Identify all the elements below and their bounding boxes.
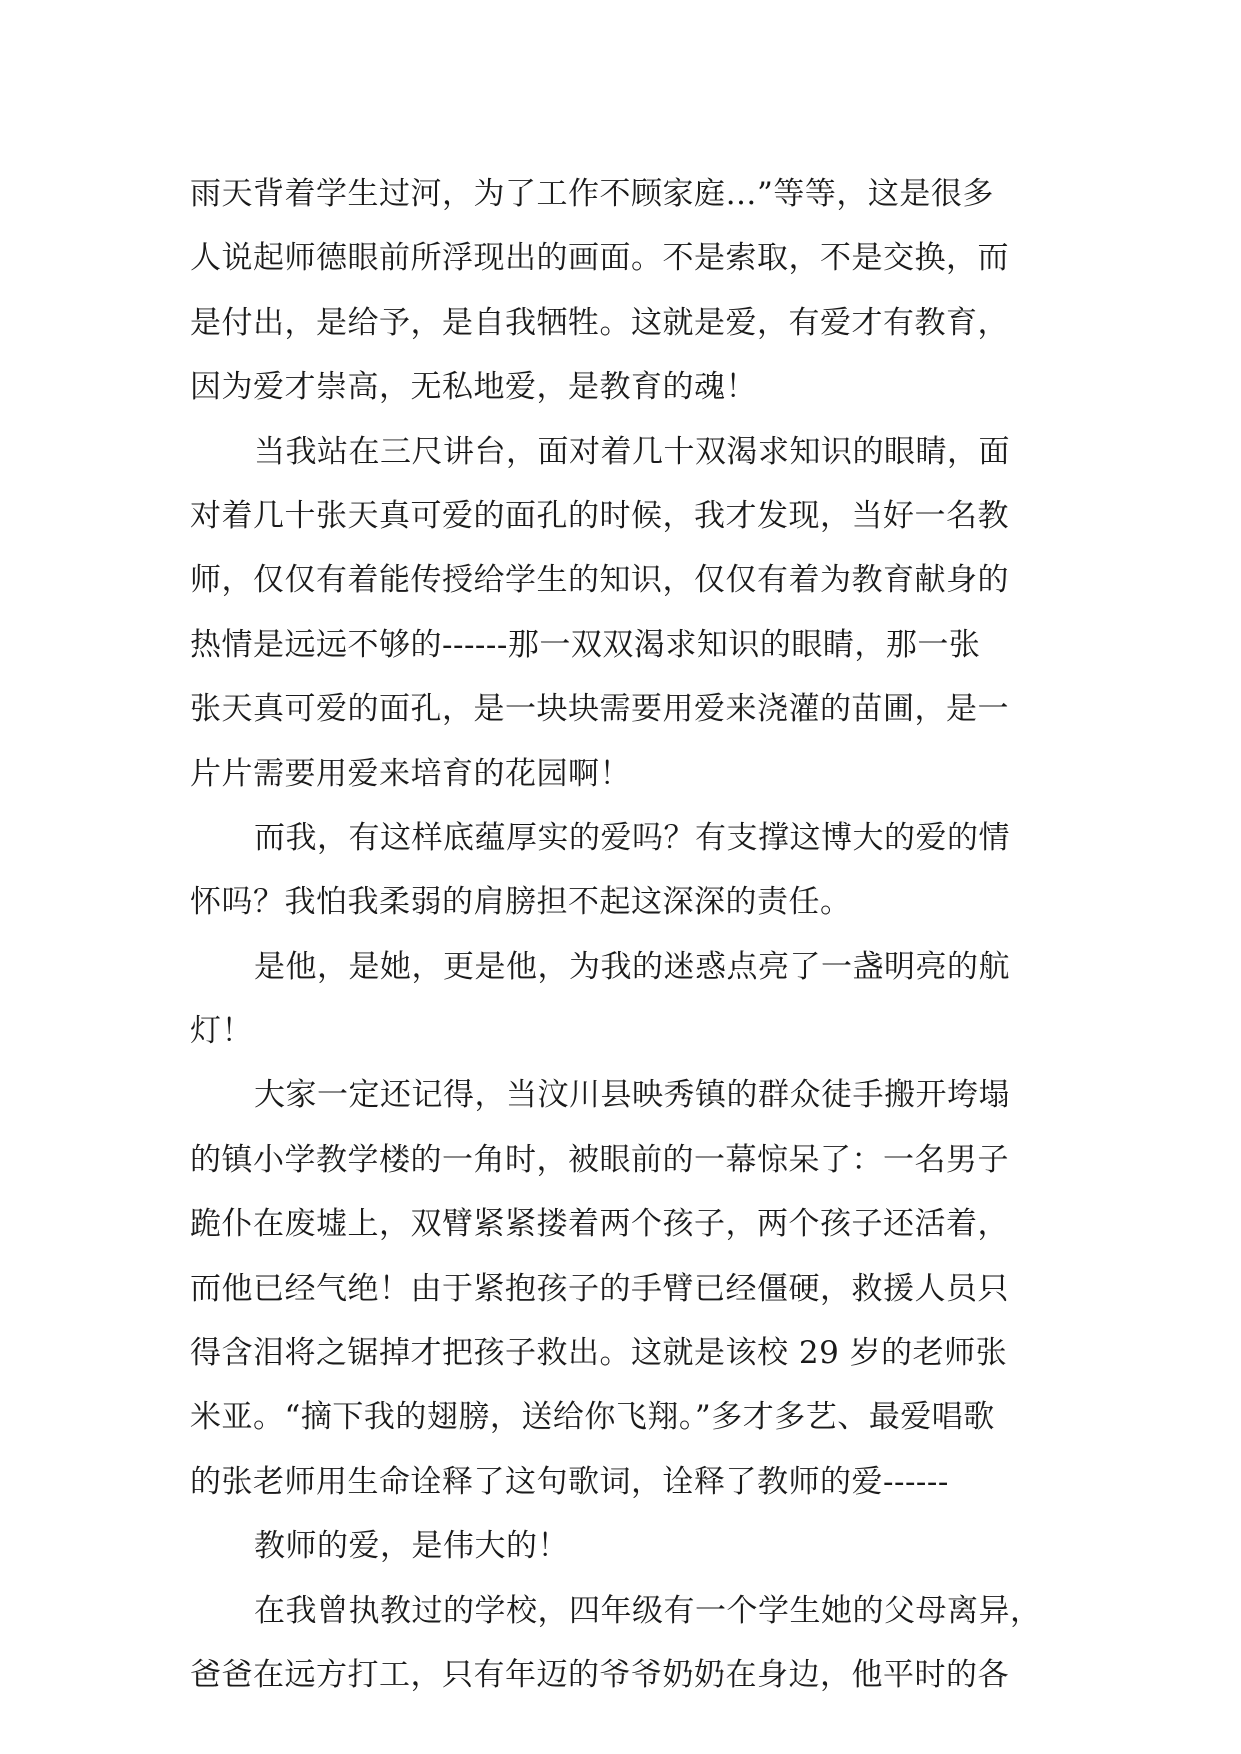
text-line: 怀吗？我怕我柔弱的肩膀担不起这深深的责任。 bbox=[190, 884, 852, 921]
text-line: 雨天背着学生过河，为了工作不顾家庭…”等等，这是很多 bbox=[190, 176, 994, 212]
text-line: 人说起师德眼前所浮现出的画面。不是索取，不是交换，而 bbox=[190, 240, 1009, 277]
text-line: 的张老师用生命诠释了这句歌词，诠释了教师的爱------ bbox=[190, 1463, 949, 1500]
text-line: 片片需要用爱来培育的花园啊！ bbox=[190, 755, 631, 792]
text-line: 热情是远远不够的------那一双双渴求知识的眼睛，那一张 bbox=[190, 626, 981, 663]
paragraph-first-line: 大家一定还记得，当汶川县映秀镇的群众徒手搬开垮塌 bbox=[254, 1077, 1010, 1114]
text-line: 因为爱才崇高，无私地爱，是教育的魂！ bbox=[190, 369, 757, 406]
paragraph-first-line: 是他，是她，更是他，为我的迷惑点亮了一盏明亮的航 bbox=[254, 948, 1010, 985]
document-body bbox=[190, 162, 1070, 1707]
text-line: 师，仅仅有着能传授给学生的知识，仅仅有着为教育献身的 bbox=[190, 562, 1009, 599]
text-line: 跪仆在废墟上，双臂紧紧搂着两个孩子，两个孩子还活着， bbox=[190, 1206, 1009, 1243]
text-line: 而他已经气绝！由于紧抱孩子的手臂已经僵硬，救援人员只 bbox=[190, 1270, 1009, 1307]
text-line: 对着几十张天真可爱的面孔的时候，我才发现，当好一名教 bbox=[190, 497, 1009, 534]
paragraph-first-line: 教师的爱，是伟大的！ bbox=[254, 1528, 569, 1565]
text-line: 是付出，是给予，是自我牺牲。这就是爱，有爱才有教育， bbox=[190, 304, 1009, 341]
text-line: 得含泪将之锯掉才把孩子救出。这就是该校 29 岁的老师张 bbox=[190, 1335, 1008, 1372]
text-line: 的镇小学教学楼的一角时，被眼前的一幕惊呆了：一名男子 bbox=[190, 1141, 1009, 1178]
text-line: 张天真可爱的面孔，是一块块需要用爱来浇灌的苗圃，是一 bbox=[190, 691, 1009, 728]
paragraph-first-line: 而我，有这样底蕴厚实的爱吗？有支撑这博大的爱的情 bbox=[254, 819, 1010, 856]
text-line: 爸爸在远方打工，只有年迈的爷爷奶奶在身边，他平时的各 bbox=[190, 1656, 1009, 1693]
text-line: 米亚。“摘下我的翅膀，送给你飞翔。”多才多艺、最爱唱歌 bbox=[190, 1399, 995, 1436]
paragraph-first-line: 在我曾执教过的学校，四年级有一个学生她的父母离异， bbox=[254, 1592, 1042, 1629]
text-line: 灯！ bbox=[190, 1013, 253, 1050]
paragraph-first-line: 当我站在三尺讲台，面对着几十双渴求知识的眼睛，面 bbox=[254, 433, 1010, 470]
